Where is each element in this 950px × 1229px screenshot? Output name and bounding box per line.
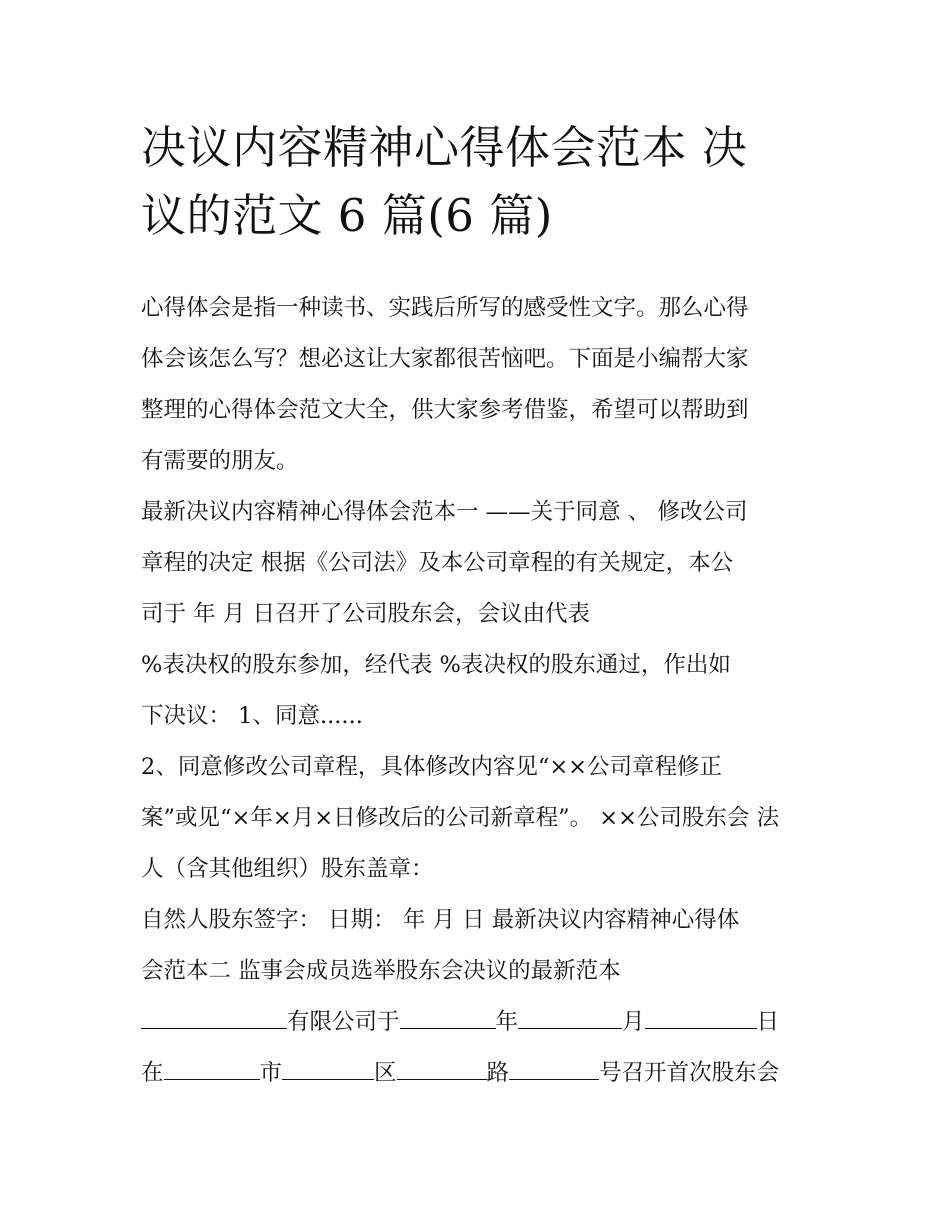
body-line: 整理的心得体会范文大全，供大家参考借鉴，希望可以帮助到 — [141, 397, 749, 423]
fill-text: 路 — [486, 1060, 510, 1086]
body-line: 下决议： 1、同意...... — [141, 703, 363, 729]
fill-in-line-address — [141, 1048, 813, 1099]
fill-text: 年 — [495, 1009, 519, 1035]
body-line: %表决权的股东参加，经代表 %表决权的股东通过，作出如 — [141, 652, 731, 678]
blank-day — [645, 1006, 757, 1029]
blank-district — [282, 1057, 374, 1080]
document-body — [141, 283, 813, 1099]
blank-year — [400, 1006, 496, 1029]
document-page — [141, 114, 813, 1099]
body-line: 章程的决定 根据《公司法》及本公司章程的有关规定，本公 — [141, 550, 734, 576]
fill-in-line-company — [141, 997, 813, 1048]
fill-text: 号召开首次股东会 — [599, 1060, 780, 1086]
body-line: 案”或见“×年×月×日修改后的公司新章程”。 ××公司股东会 法 — [141, 805, 780, 831]
title-line-2: 议的范文 6 篇(6 篇) — [141, 189, 553, 242]
body-line: 2、同意修改公司章程，具体修改内容见“××公司章程修正 — [141, 754, 723, 780]
fill-text: 日 — [756, 1009, 780, 1035]
title-line-1: 决议内容精神心得体会范本 决 — [141, 121, 748, 174]
body-line: 司于 年 月 日召开了公司股东会，会议由代表 — [141, 601, 590, 627]
blank-number — [509, 1057, 599, 1080]
body-line: 自然人股东签字： 日期： 年 月 日 最新决议内容精神心得体 — [141, 907, 740, 933]
body-line: 有需要的朋友。 — [141, 448, 299, 474]
body-line: 会范本二 监事会成员选举股东会决议的最新范本 — [141, 958, 621, 984]
fill-text: 有限公司于 — [287, 1009, 400, 1035]
document-title — [141, 114, 813, 250]
blank-month — [518, 1006, 622, 1029]
body-line: 最新决议内容精神心得体会范本一 ——关于同意 、 修改公司 — [141, 499, 748, 525]
fill-text: 在 — [141, 1060, 164, 1086]
body-line: 心得体会是指一种读书、实践后所写的感受性文字。那么心得 — [141, 295, 749, 321]
blank-road — [397, 1057, 487, 1080]
body-line: 人（含其他组织）股东盖章： — [141, 856, 434, 882]
fill-text: 月 — [622, 1009, 645, 1035]
fill-text: 市 — [259, 1060, 283, 1086]
body-line: 体会该怎么写？想必这让大家都很苦恼吧。下面是小编帮大家 — [141, 346, 749, 372]
blank-city — [164, 1057, 260, 1080]
blank-company-name — [141, 1006, 287, 1029]
fill-text: 区 — [374, 1060, 397, 1086]
